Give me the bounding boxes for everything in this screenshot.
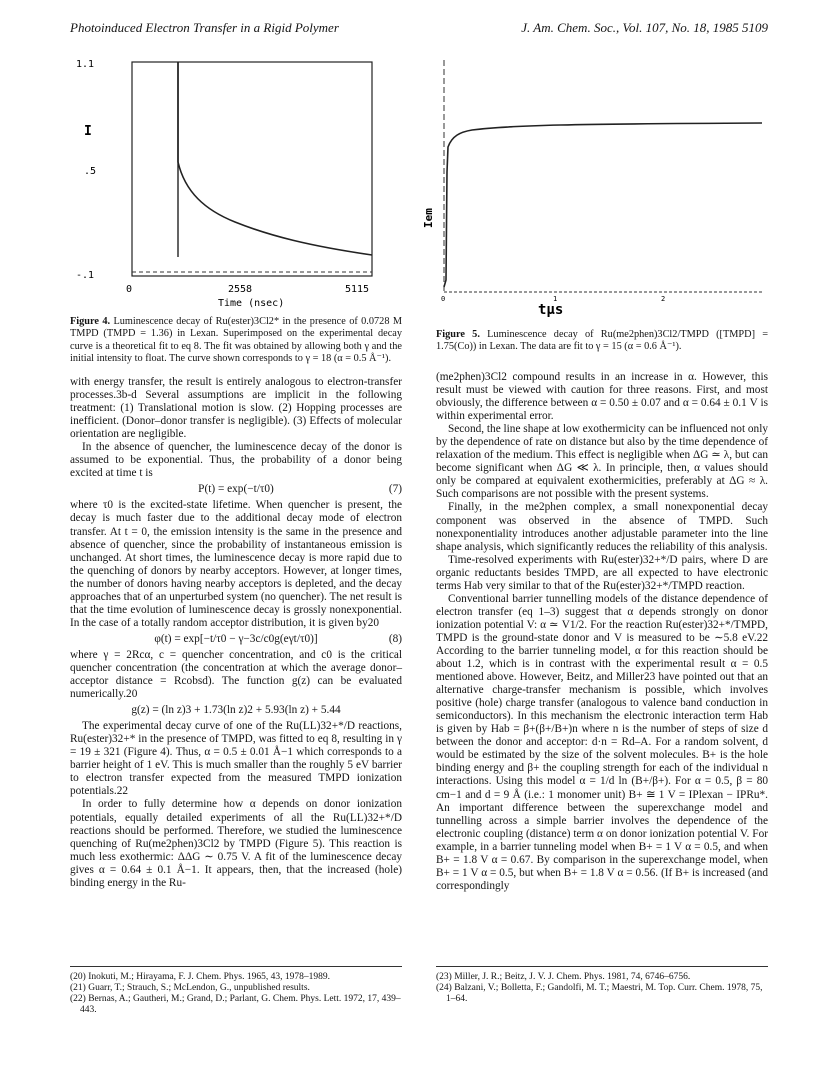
journal-citation: J. Am. Chem. Soc., Vol. 107, No. 18, 1985 5109 [521, 20, 768, 35]
left-paragraph-4: where γ = 2Rcα, c = quencher concentration, and c0 is the critical quencher concentration (the concentration at which the average donor–acceptor distance = Rcobsd). The function g(z) can be evaluated numerically.20 [70, 648, 402, 701]
left-column [70, 376, 402, 890]
figure-4-xtick-2: 5115 [345, 284, 370, 295]
left-paragraph-2: In the absence of quencher, the luminescence decay of the donor is assumed to be exponential. Thus, the probability of a donor being excited at time t is [70, 441, 402, 480]
reference-21: (21) Guarr, T.; Strauch, S.; McLendon, G., unpublished results. [70, 983, 310, 993]
right-paragraph-1: (me2phen)3Cl2 compound results in an increase in α. However, this result must be viewed with caution for three reasons. First, and most obviously, the difference between α = 0.50 ± 0.07 and α = 0.64 ± 0.1 V is within experimental error. [436, 371, 768, 423]
left-references [70, 972, 402, 1016]
reference-22: (22) Bernas, A.; Gautheri, M.; Grand, D.; Parlant, G. Chem. Phys. Lett. 1972, 17, 439–443. [70, 994, 401, 1015]
figure-4-xlabel: Time (nsec) [218, 298, 285, 309]
right-paragraph-4: Time-resolved experiments with Ru(ester)32+*/D pairs, where D are organic reductants besides TMPD, are all expected to have electronic terms Hab very similar to that of the Ru(ester)32+*/TMPD reaction. [436, 553, 768, 592]
figure-4-decay-curve [178, 62, 372, 255]
figure-5-plot [422, 52, 767, 317]
figure-4-ytick-top: 1.1 [76, 59, 95, 70]
figure-5-data-curve [444, 123, 762, 287]
equation-7-body: P(t) = exp(−t/τ0) [198, 483, 274, 496]
figure-4-ytick-bottom: -.1 [76, 270, 95, 281]
left-paragraph-6: In order to fully determine how α depends on donor ionization potentials, equally detailed experiments of all the Ru(LL)32+*/D reactions should be performed. Therefore, we studied the luminescence quenching of Ru(me2phen)3Cl2 by TMPD (Figure 5). This reaction is much less exothermic: ΔΔG ∼ 0.75 V. A fit of the luminescence decay gives α = 0.64 ± 0.1 Å−1. It appears, then, that the increased (hole) binding energy in the Ru- [70, 798, 402, 889]
right-column [436, 371, 768, 893]
equation-8 [70, 633, 402, 646]
equation-7-number: (7) [388, 483, 402, 496]
running-title: Photoinduced Electron Transfer in a Rigid Polymer [70, 20, 339, 35]
left-paragraph-5: The experimental decay curve of one of the Ru(LL)32+*/D reactions, Ru(ester)32+* in the presence of TMPD, was fitted to eq 8, resulting in γ = 19 ± 321 (Figure 4). Thus, α = 0.5 ± 0.01 Å−1 which corresponds to a barrier height of 1 eV. This is much smaller than the roughly 5 eV barrier to electron transfer expected from the measured TMPD ionization potentials.22 [70, 720, 402, 798]
figure-4-xtick-1: 2558 [228, 284, 253, 295]
figure-5-xtick-2: 2 [661, 295, 666, 303]
equation-7 [70, 483, 402, 496]
figure-5-caption [436, 329, 768, 354]
figure-4-xtick-0: 0 [126, 284, 133, 295]
figure-4-frame [132, 62, 372, 276]
figure-4-ylabel: I [84, 124, 92, 139]
right-paragraph-2: Second, the line shape at low exothermicity can be influenced not only by the dependence of rate on distance but also by the time dependence of relaxation of the medium. This effect is negligible when ΔG ≃ λ, but can become significant when ΔG ≪ λ. In principle, then, α values should only be compared at equivalent exothermicities, preferably at ΔG ≈ λ. Such comparisons are not possible with the present systems. [436, 423, 768, 501]
figure-4-caption [70, 316, 402, 366]
equation-8-body: φ(t) = exp[−t/τ0 − γ−3c/c0g(eγt/τ0)] [154, 632, 318, 645]
figure-5-caption-label: Figure 5. [436, 329, 480, 340]
reference-23: (23) Miller, J. R.; Beitz, J. V. J. Chem. Phys. 1981, 74, 6746–6756. [436, 972, 691, 982]
figure-4-caption-text: Luminescence decay of Ru(ester)3Cl2* in the presence of 0.0728 M TMPD (TMPD = 1.36) in Lexan. Superimposed on the experimental decay curve is a theoretical fit to eq 8. The fit was obtained by allowing both γ and the initial intensity to float. The curve shown corresponds to γ = 18 (α = 0.5 Å⁻¹). [70, 316, 402, 365]
reference-20: (20) Inokuti, M.; Hirayama, F. J. Chem. Phys. 1965, 43, 1978–1989. [70, 972, 330, 982]
right-paragraph-3: Finally, in the me2phen complex, a small nonexponential decay component was observed in the absence of TMPD. Such nonexponentiality introduces another adjustable parameter into the line shape analysis, which significantly reduces the reliability of this analysis. [436, 501, 768, 553]
figure-5-xtick-0: 0 [441, 295, 446, 303]
left-footnote-rule [70, 966, 402, 967]
left-paragraph-1: with energy transfer, the result is entirely analogous to electron-transfer processes.3b-d Several assumptions are implicit in the following treatment: (1) Translational motion is slow. (2) Hopping processes are inefficient. (Donor–donor transfer is negligible). (3) Effects of molecular orientation are negligible. [70, 376, 402, 441]
figure-5-xlabel: tμs [538, 302, 564, 317]
equation-9 [70, 704, 402, 717]
right-paragraph-5: Conventional barrier tunnelling models of the distance dependence of electron transfer (eq 1–3) suggest that α depends strongly on donor ionization potential V: α ≃ V1/2. For the reaction Ru(ester)32+*/TMPD, TMPD is the ground-state donor and V is measured to be ∼5.8 eV.22 According to the barrier tunneling model, α for this reaction should be about 1.2, which is in contrast with the experimental result α = 0.5 mentioned above. However, Beitz, and Miller23 have pointed out that an alternative charge-transfer mechanism is possible, which involves positive (hole) charge transfer (analogous to valence band conduction in semiconductors). In this mechanism the electronic interaction term Hab is given by Hab = β+(β+/B+)n where n is the number of steps of size d between the donor and acceptor: d·n = Rd–A. For a random solvent, d would be estimated by the size of the solvent molecules. B+ is the hole binding energy and β+ the coupling strength for each of the individual n interactions. Using this model α = 1/d ln (B+/β+). For α = 0.5, β = 80 cm−1 and d = 9 Å (i.e.: 1 monomer unit) B+ ≅ 1 V = IPlexan − IPRu*. An important difference between the superexchange model and tunnelling across a simple barrier involves the dependence of the electronic coupling (distance) term α on donor ionization potential V. For example, in a barrier tunneling model when B+ = 1 V α = 0.5, and when B+ = 1.8 V α = 0.67. By comparison in the superexchange model, when B+ = 1 V α = 0.5, but when B+ = 1.8 V α = 0.56. (If B+ is increased (and correspondingly [436, 592, 768, 892]
figure-4-caption-label: Figure 4. [70, 316, 111, 327]
left-paragraph-3: where τ0 is the excited-state lifetime. When quencher is present, the decay is much faster due to the additional decay mode of electron transfer. At t = 0, the emission intensity is the same in the presence and absence of quencher, since the probability of instantaneous emission is unchanged. At short times, the luminescence decay is more rapid due to the quenching of donors by nearby acceptors. However, at longer times, the number of donors having nearby acceptors is depleted, and the decay approaches that of an unperturbed system (no quencher). The net result is that the time evolution of luminescence decay is grossly nonexponential. In the case of a totally random acceptor distribution, it is given by20 [70, 499, 402, 629]
figure-4-plot [70, 52, 400, 312]
figure-5-caption-text: Luminescence decay of Ru(me2phen)3Cl2/TMPD ([TMPD] = 1.75(Co)) in Lexan. The data are fit to γ = 15 (α = 0.6 Å⁻¹). [436, 329, 769, 353]
figure-5-xtick-1: 1 [553, 295, 558, 303]
right-footnote-rule [436, 966, 768, 967]
right-references [436, 972, 768, 1005]
equation-9-body: g(z) = (ln z)3 + 1.73(ln z)2 + 5.93(ln z) + 5.44 [131, 704, 341, 717]
figure-5-ylabel: Iem [422, 208, 435, 228]
equation-8-number: (8) [388, 632, 402, 645]
reference-24: (24) Balzani, V.; Bolletta, F.; Gandolfi, M. T.; Maestri, M. Top. Curr. Chem. 1978, 75, 1–64. [436, 983, 763, 1004]
figure-4-ytick-mid: .5 [84, 166, 97, 177]
